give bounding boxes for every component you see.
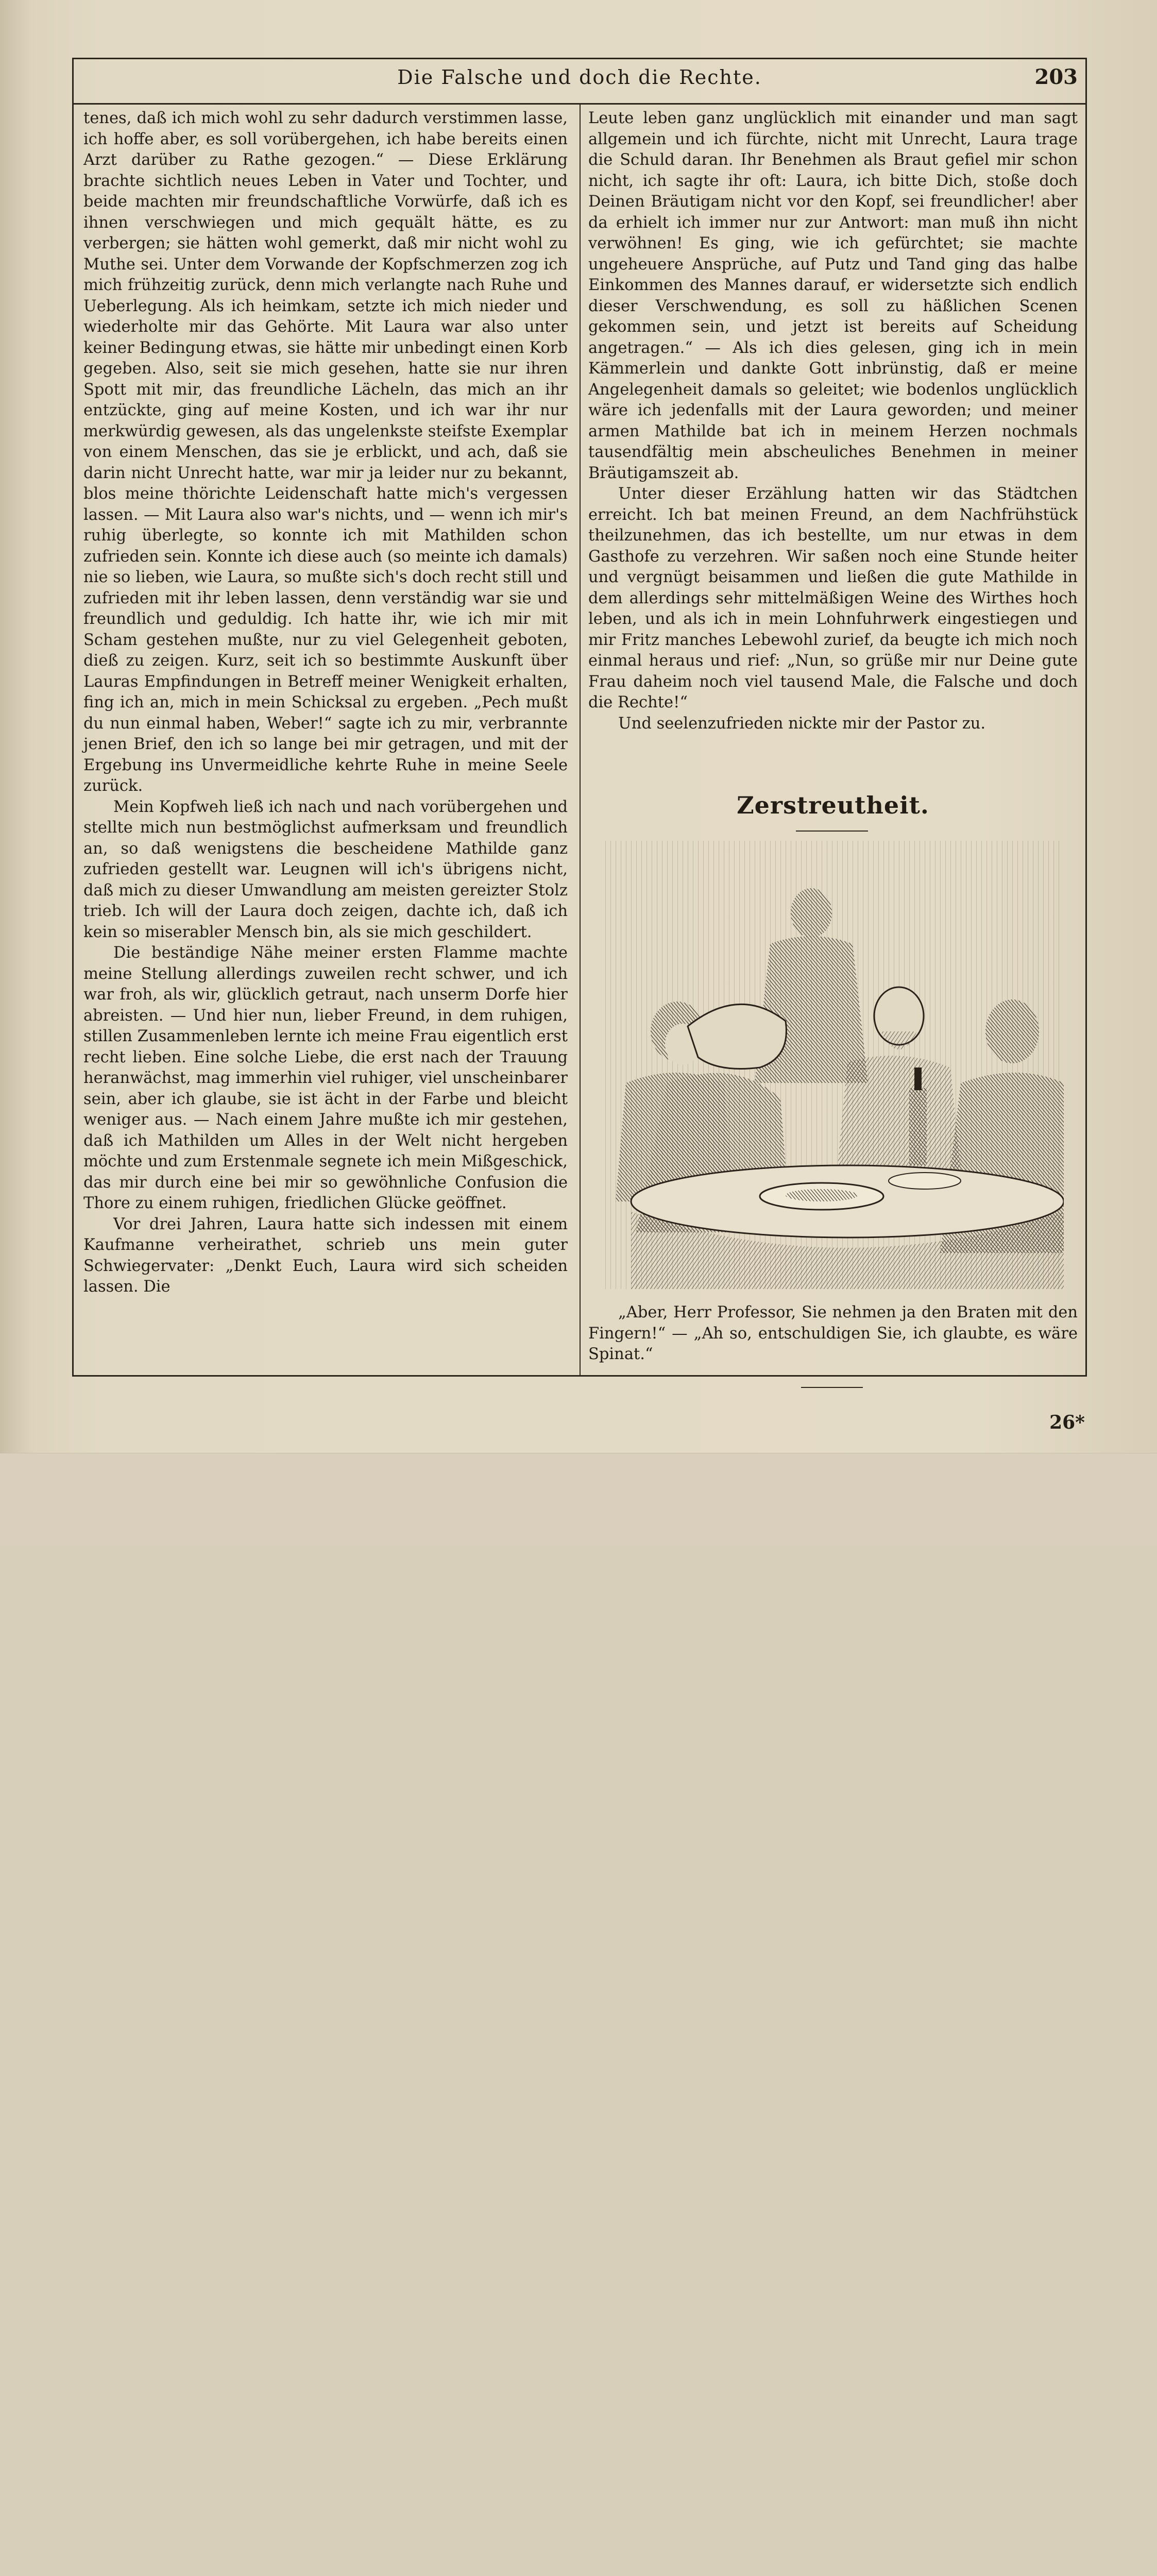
paragraph: Leute leben ganz unglücklich mit einander und man sagt allgemein und ich fürchte, nicht mit Unrecht, Laura trage die Schuld daran. Ihr Benehmen als Braut gefiel mir schon nicht, ich sagte ihr oft: Laura, ich bitte Dich, stoße doch Deinen Bräutigam nicht vor den Kopf, sei freundlicher! aber da erhielt ich immer nur zur Antwort: man muß ihn nicht verwöhnen! Es ging, wie ich gefürchtet; sie machte ungeheuere Ansprüche, auf Putz und Tand ging das halbe Einkommen des Mannes darauf, er widersetzte sich endlich dieser Verschwendung, es soll zu häßlichen Scenen gekommen sein, und jetzt ist bereits auf Scheidung angetragen.“ — Als ich dies gelesen, ging ich in mein Kämmerlein und dankte Gott inbrünstig, daß er meine Angelegenheit damals so geleitet; wie bodenlos unglücklich wäre ich jedenfalls mit der Laura geworden; und meiner armen Mathilde bat ich in meinem Herzen nochmals tausendfältig mein abscheuliches Benehmen in meiner Bräutigamszeit ab. — [588, 109, 1078, 482]
title-rule — [796, 831, 868, 832]
left-column — [83, 108, 568, 1298]
table — [631, 1165, 1064, 1289]
column-divider — [580, 103, 581, 1377]
right-column — [588, 108, 1078, 734]
paragraph: Unter dieser Erzählung hatten wir das Städtchen erreicht. Ich bat meinen Freund, an dem Nachfrühstück theilzunehmen, das ich bestellte, um nur etwas in dem Gasthofe zu verzehren. Wir saßen noch eine Stunde heiter und vergnügt beisammen und ließen die gute Mathilde in dem allerdings sehr mittelmäßigen Weine des Wirthes hoch leben, und als ich in mein Lohnfuhrwerk eingestiegen und mir Fritz manches Lebewohl zurief, da beugte ich mich noch einmal heraus und rief: „Nun, so grüße mir nur Deine gute Frau daheim noch viel tausend Male, die Falsche und doch die Rechte!“ — [588, 485, 1078, 711]
paragraph: Mein Kopfweh ließ ich nach und nach vorübergehen und stellte mich nun bestmöglichst aufmerksam und freundlich an, so daß wenigstens die bescheidene Mathilde ganz zufrieden gestellt war. Leugnen will ich's übrigens nicht, daß mich zu dieser Umwandlung am meisten gereizter Stolz trieb. Ich will der Laura doch zeigen, dachte ich, daß ich kein so miserabler Mensch bin, als sie mich geschildert. — [83, 798, 568, 941]
viewer-footer — [0, 1453, 1157, 1547]
illustration-caption — [588, 1302, 1078, 1365]
section-title: Zerstreutheit. — [737, 791, 929, 819]
running-title: Die Falsche und doch die Rechte. — [397, 66, 762, 89]
paragraph: Die beständige Nähe meiner ersten Flamme machte meine Stellung allerdings zuweilen recht schwer, und ich war froh, als wir, glücklich getraut, nach unserm Dorfe hier abreisten. — Und hier nun, lieber Freund, in dem ruhigen, stillen Zusammenleben lernte ich meine Frau eigentlich erst recht lieben. Eine solche Liebe, die erst nach der Trauung heranwächst, mag immerhin viel ruhiger, viel unscheinbarer sein, aber ich glaube, sie ist ächt in der Farbe und bleicht weniger aus. — Nach einem Jahre mußte ich mir gestehen, daß ich Mathilden um Alles in der Welt nicht hergeben möchte und zum Erstenmale segnete ich mein Mißgeschick, das mir durch eine bei mir so gewöhnliche Confusion die Thore zu einem ruhigen, friedlichen Glücke geöffnet. — [83, 944, 568, 1212]
paragraph: Vor drei Jahren, Laura hatte sich indessen mit einem Kaufmanne verheirathet, schrieb uns mein guter Schwiegervater: „Denkt Euch, Laura wird sich scheiden lassen. Die — [83, 1215, 568, 1296]
paragraph: tenes, daß ich mich wohl zu sehr dadurch verstimmen lasse, ich hoffe aber, es soll vorübergehen, ich habe bereits einen Arzt darüber zu Rathe gezogen.“ — Diese Erklärung brachte sichtlich neues Leben in Vater und Tochter, und beide machten mir freundschaftliche Vorwürfe, daß ich es ihnen verschwiegen und mich gequält hätte, es zu verbergen; sie hätten wohl gemerkt, daß mir nicht wohl zu Muthe sei. Unter dem Vorwande der Kopfschmerzen zog ich mich frühzeitig zurück, denn mich verlangte nach Ruhe und Ueberlegung. Als ich heimkam, setzte ich mich nieder und wiederholte mir das Gehörte. Mit Laura war also unter keiner Bedingung etwas, sie hätte mir unbedingt einen Korb gegeben. Also, seit sie mich gesehen, hatte sie nur ihren Spott mit mir, das freundliche Lächeln, das mich an ihr entzückte, ging auf meine Kosten, und ich war ihr nur merkwürdig gewesen, als das ungelenkste steifste Exemplar von einem Menschen, das sie je erblickt, und ach, daß sie darin nicht Unrecht hatte, war mir ja leider nur zu bekannt, blos meine thörichte Leidenschaft hatte mich's vergessen lassen. — Mit Laura also war's nichts, und — wenn ich mir's ruhig überlegte, so konnte ich mit Mathilden schon zufrieden sein. Konnte ich diese auch (so meinte ich damals) nie so lieben, wie Laura, so mußte sich's doch recht still und zufrieden mit ihr leben lassen, denn verständig war sie und freundlich und geduldig. Ich hatte ihr, wie ich mir mit Scham gestehen mußte, nur zu viel Gelegenheit geboten, dieß zu zeigen. Kurz, seit ich so bestimmte Auskunft über Lauras Empfindungen in Betreff meiner Wenigkeit erhalten, fing ich an, mich in mein Schicksal zu ergeben. „Pech mußt du nun einmal haben, Weber!“ sagte ich zu mir, verbrannte jenen Brief, den ich so lange bei mir getragen, und mit der Ergebung ins Unvermeidliche kehrte Ruhe in meine Seele zurück. — [83, 109, 568, 795]
signature-mark: 26* — [1049, 1412, 1085, 1433]
caption-text: „Aber, Herr Professor, Sie nehmen ja den Braten mit den Fingern!“ — „Ah so, entschuldigen Sie, ich glaubte, es wäre Spinat.“ — [588, 1303, 1078, 1363]
page-number: 203 — [1034, 65, 1078, 89]
caption-rule — [801, 1387, 863, 1388]
paragraph: Und seelenzufrieden nickte mir der Pastor zu. — [618, 714, 986, 733]
engraving-illustration — [605, 841, 1064, 1289]
